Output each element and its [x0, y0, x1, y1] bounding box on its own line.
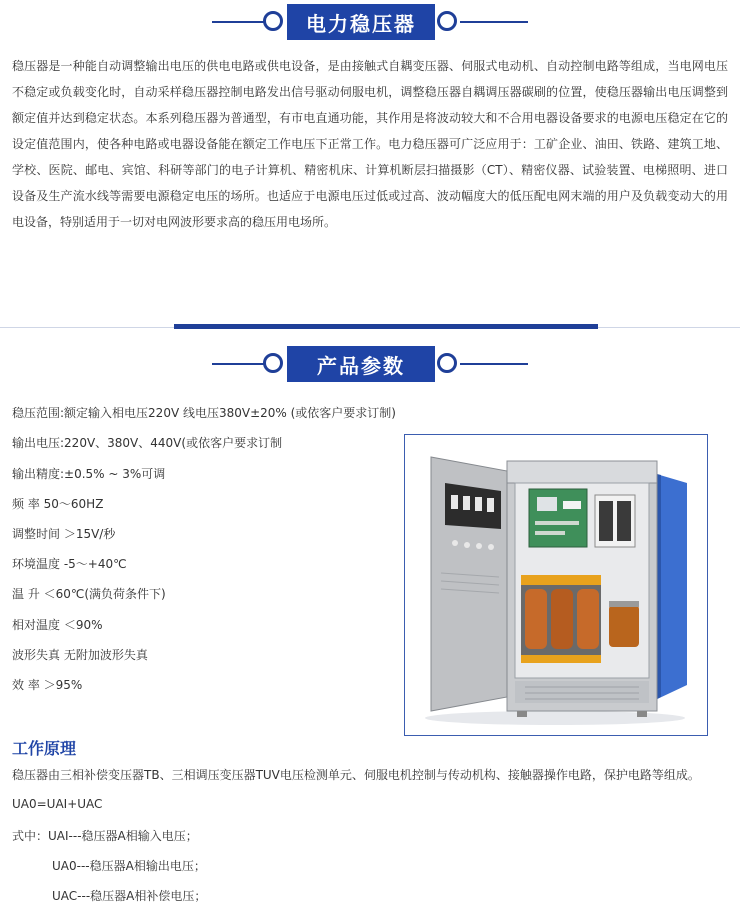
section-banner-params: [0, 344, 740, 384]
formula-definition-3: UAC---稳压器A相补偿电压；: [52, 889, 207, 903]
banner-line-right: [460, 363, 528, 365]
section-title-params: 产品参数: [287, 346, 435, 382]
spec-adjust-time: 调整时间 ＞15V/秒: [12, 527, 116, 541]
banner-dot-left: [263, 11, 283, 31]
section-title-intro: 电力稳压器: [287, 4, 435, 40]
formula-definition-2: UA0---稳压器A相输出电压；: [52, 859, 206, 873]
product-photo-frame: [404, 434, 708, 736]
banner-dot-left: [263, 353, 283, 373]
section-banner-intro: [0, 2, 740, 42]
spec-temp-rise: 温 升 ＜60℃(满负荷条件下): [12, 587, 166, 601]
banner-line-right: [460, 21, 528, 23]
stabilizer-cabinet-image: [405, 435, 707, 735]
spec-waveform-distortion: 波形失真 无附加波形失真: [12, 648, 148, 662]
intro-paragraph: 稳压器是一种能自动调整输出电压的供电电路或供电设备，是由接触式自耦变压器、伺服式电动机、自动控制电路等组成，当电网电压不稳定或负载变化时，自动采样稳压器控制电路发出信号驱动伺服电机，调整稳压器自耦调压器碳刷的位置，使稳压器输出电压调整到额定值并达到稳定状态。本系列稳压器为普通型，有市电直通功能，其作用是将波动较大和不合用电器设备要求的电源电压稳定在它的设定值范围内，使各种电路或电器设备能在额定工作电压下正常工作。电力稳压器可广泛应用于：工矿企业、油田、铁路、建筑工地、学校、医院、邮电、宾馆、科研等部门的电子计算机、精密机床、计算机断层扫描摄影（CT）、精密仪器、试验装置、电梯照明、进口设备及生产流水线等需要电源稳定电压的场所。也适应于电源电压过低或过高、波动幅度大的低压配电网末端的用户及负载变动大的用电设备，特别适用于一切对电网波形要求高的稳压用电场所。: [12, 59, 728, 229]
spec-output-voltage: 输出电压:220V、380V、440V(或依客户要求订制: [12, 436, 283, 450]
formula-definition-1: 式中：UAI---稳压器A相输入电压；: [12, 829, 198, 843]
working-principle-description: 稳压器由三相补偿变压器TB、三相调压变压器TUV电压检测单元、伺服电机控制与传动机构、接触器操作电路，保护电路等组成。: [12, 768, 700, 782]
divider-thick: [174, 324, 598, 329]
formula-line: UA0=UAI+UAC: [12, 797, 103, 811]
banner-dot-right: [437, 11, 457, 31]
banner-dot-right: [437, 353, 457, 373]
spec-output-accuracy: 输出精度:±0.5% ~ 3%可调: [12, 467, 166, 481]
spec-efficiency: 效 率 ＞95%: [12, 678, 83, 692]
spec-ambient-temp: 环境温度 -5～+40℃: [12, 557, 127, 571]
spec-frequency: 频 率 50～60HZ: [12, 497, 104, 511]
working-principle-heading: 工作原理: [12, 739, 77, 758]
spec-relative-humidity: 相对温度 ＜90%: [12, 618, 103, 632]
spec-voltage-range: 稳压范围:额定输入相电压220V 线电压380V±20% (或依客户要求订制): [12, 406, 396, 420]
